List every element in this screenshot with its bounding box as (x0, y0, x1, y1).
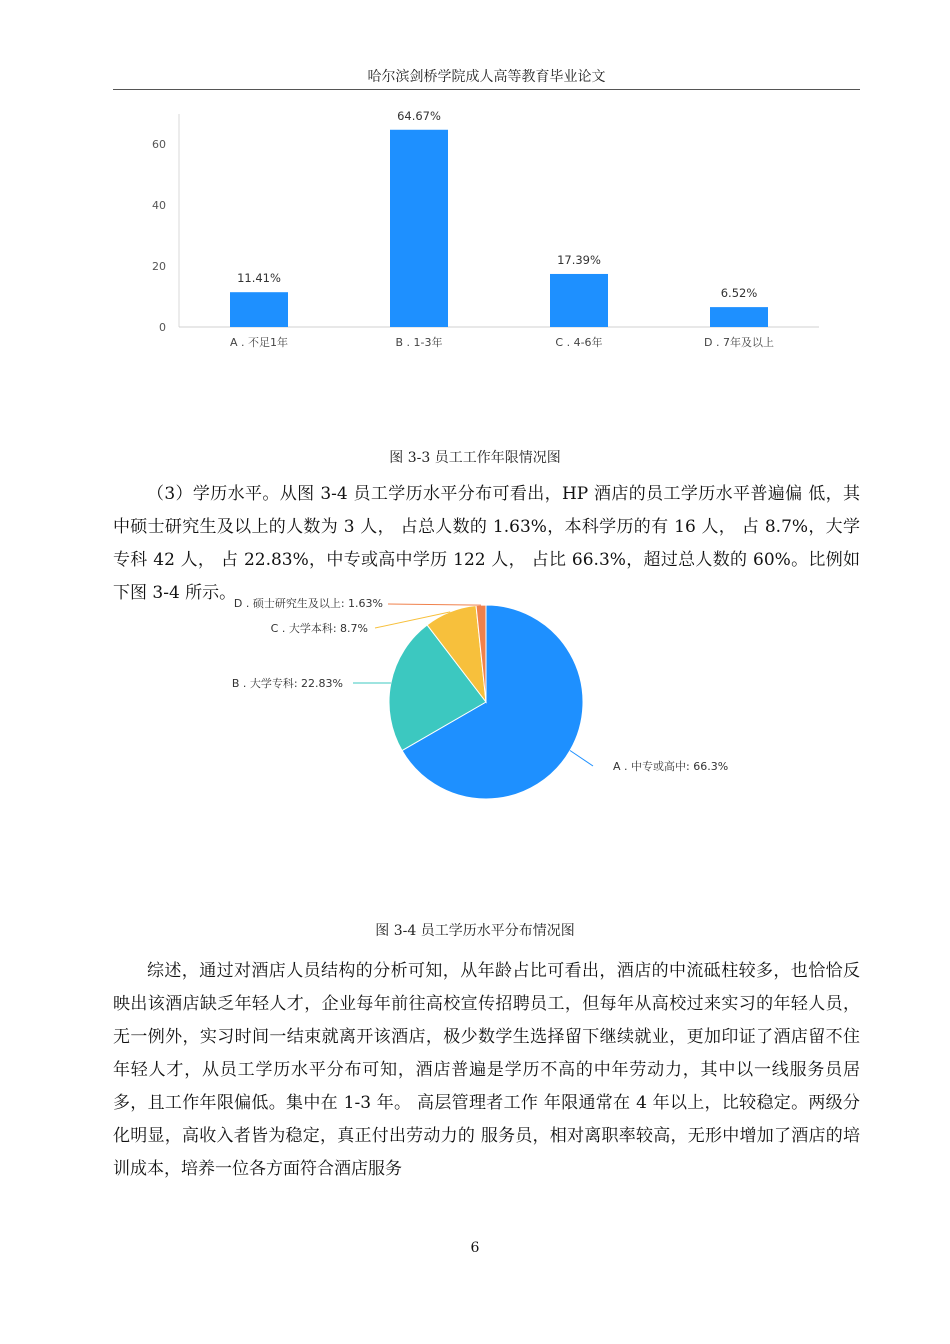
pie-leader-line (388, 604, 481, 605)
bar-value-label: 64.67% (397, 108, 441, 123)
bar (710, 307, 768, 327)
x-category-label: D . 7年及以上 (704, 336, 774, 349)
bar-value-label: 17.39% (557, 252, 601, 267)
bar (230, 292, 288, 327)
paragraph-summary: 综述，通过对酒店人员结构的分析可知，从年龄占比可看出，酒店的中流砥柱较多，也恰恰反映出该酒店缺乏年轻人才，企业每年前往高校宣传招聘员工，但每年从高校过来实习的年轻人员，无一例外，实习时间一结束就离开该酒店，极少数学生选择留下继续就业，更加印证了酒店留不住年轻人才，从员工学历水平分布可知，酒店普遍是学历不高的中年劳动力，其中以一线服务员居多，且工作年限偏低。集中在 1-3 年。 高层管理者工作 年限通常在 4 年以上，比较稳定。两级分化明显，高收入者皆为稳定，真正付出劳动力的 服务员，相对离职率较高，无形中增加了酒店的培训成本，培养一位各方面符合酒店服务 (113, 961, 860, 1179)
x-category-label: B . 1-3年 (395, 336, 443, 349)
bar-chart-work-years (113, 100, 833, 360)
figure-3-3-caption: 图 3-3 员工工作年限情况图 (389, 450, 561, 466)
paragraph-education-level: （3）学历水平。从图 3-4 员工学历水平分布可看出，HP 酒店的员工学历水平普遍偏 低，其中硕士研究生及以上的人数为 3 人， 占总人数的 1.63%，本科学历的有 16 人， 占 8.7%，大学专科 42 人， 占 22.83%，中专或高中学历 122 人， 占比 66.3%，超过总人数的 60%。比例如下图 3-4 所示。 (113, 484, 860, 603)
y-tick-label: 0 (159, 321, 166, 334)
figure-3-4-caption: 图 3-4 员工学历水平分布情况图 (375, 923, 575, 939)
bar-value-label: 11.41% (237, 271, 281, 286)
page-header: 哈尔滨剑桥学院成人高等教育毕业论文 (367, 69, 606, 85)
pie-slice-label: A . 中专或高中: 66.3% (613, 760, 729, 773)
x-category-label: C . 4-6年 (555, 336, 603, 349)
header-rule (113, 89, 860, 90)
y-tick-label: 40 (152, 199, 166, 212)
pie-chart-education (113, 595, 833, 810)
x-category-label: A . 不足1年 (229, 336, 289, 349)
page-number: 6 (470, 1240, 480, 1256)
y-tick-label: 60 (152, 138, 166, 151)
y-tick-label: 20 (152, 260, 166, 273)
pie-slice-label: C . 大学本科: 8.7% (270, 622, 368, 635)
pie-slice-label: D . 硕士研究生及以上: 1.63% (233, 597, 383, 610)
pie-slice-label: B . 大学专科: 22.83% (231, 677, 343, 690)
pie-leader-line (570, 750, 593, 766)
bar (550, 274, 608, 327)
bar (390, 130, 448, 327)
bar-value-label: 6.52% (720, 286, 758, 301)
